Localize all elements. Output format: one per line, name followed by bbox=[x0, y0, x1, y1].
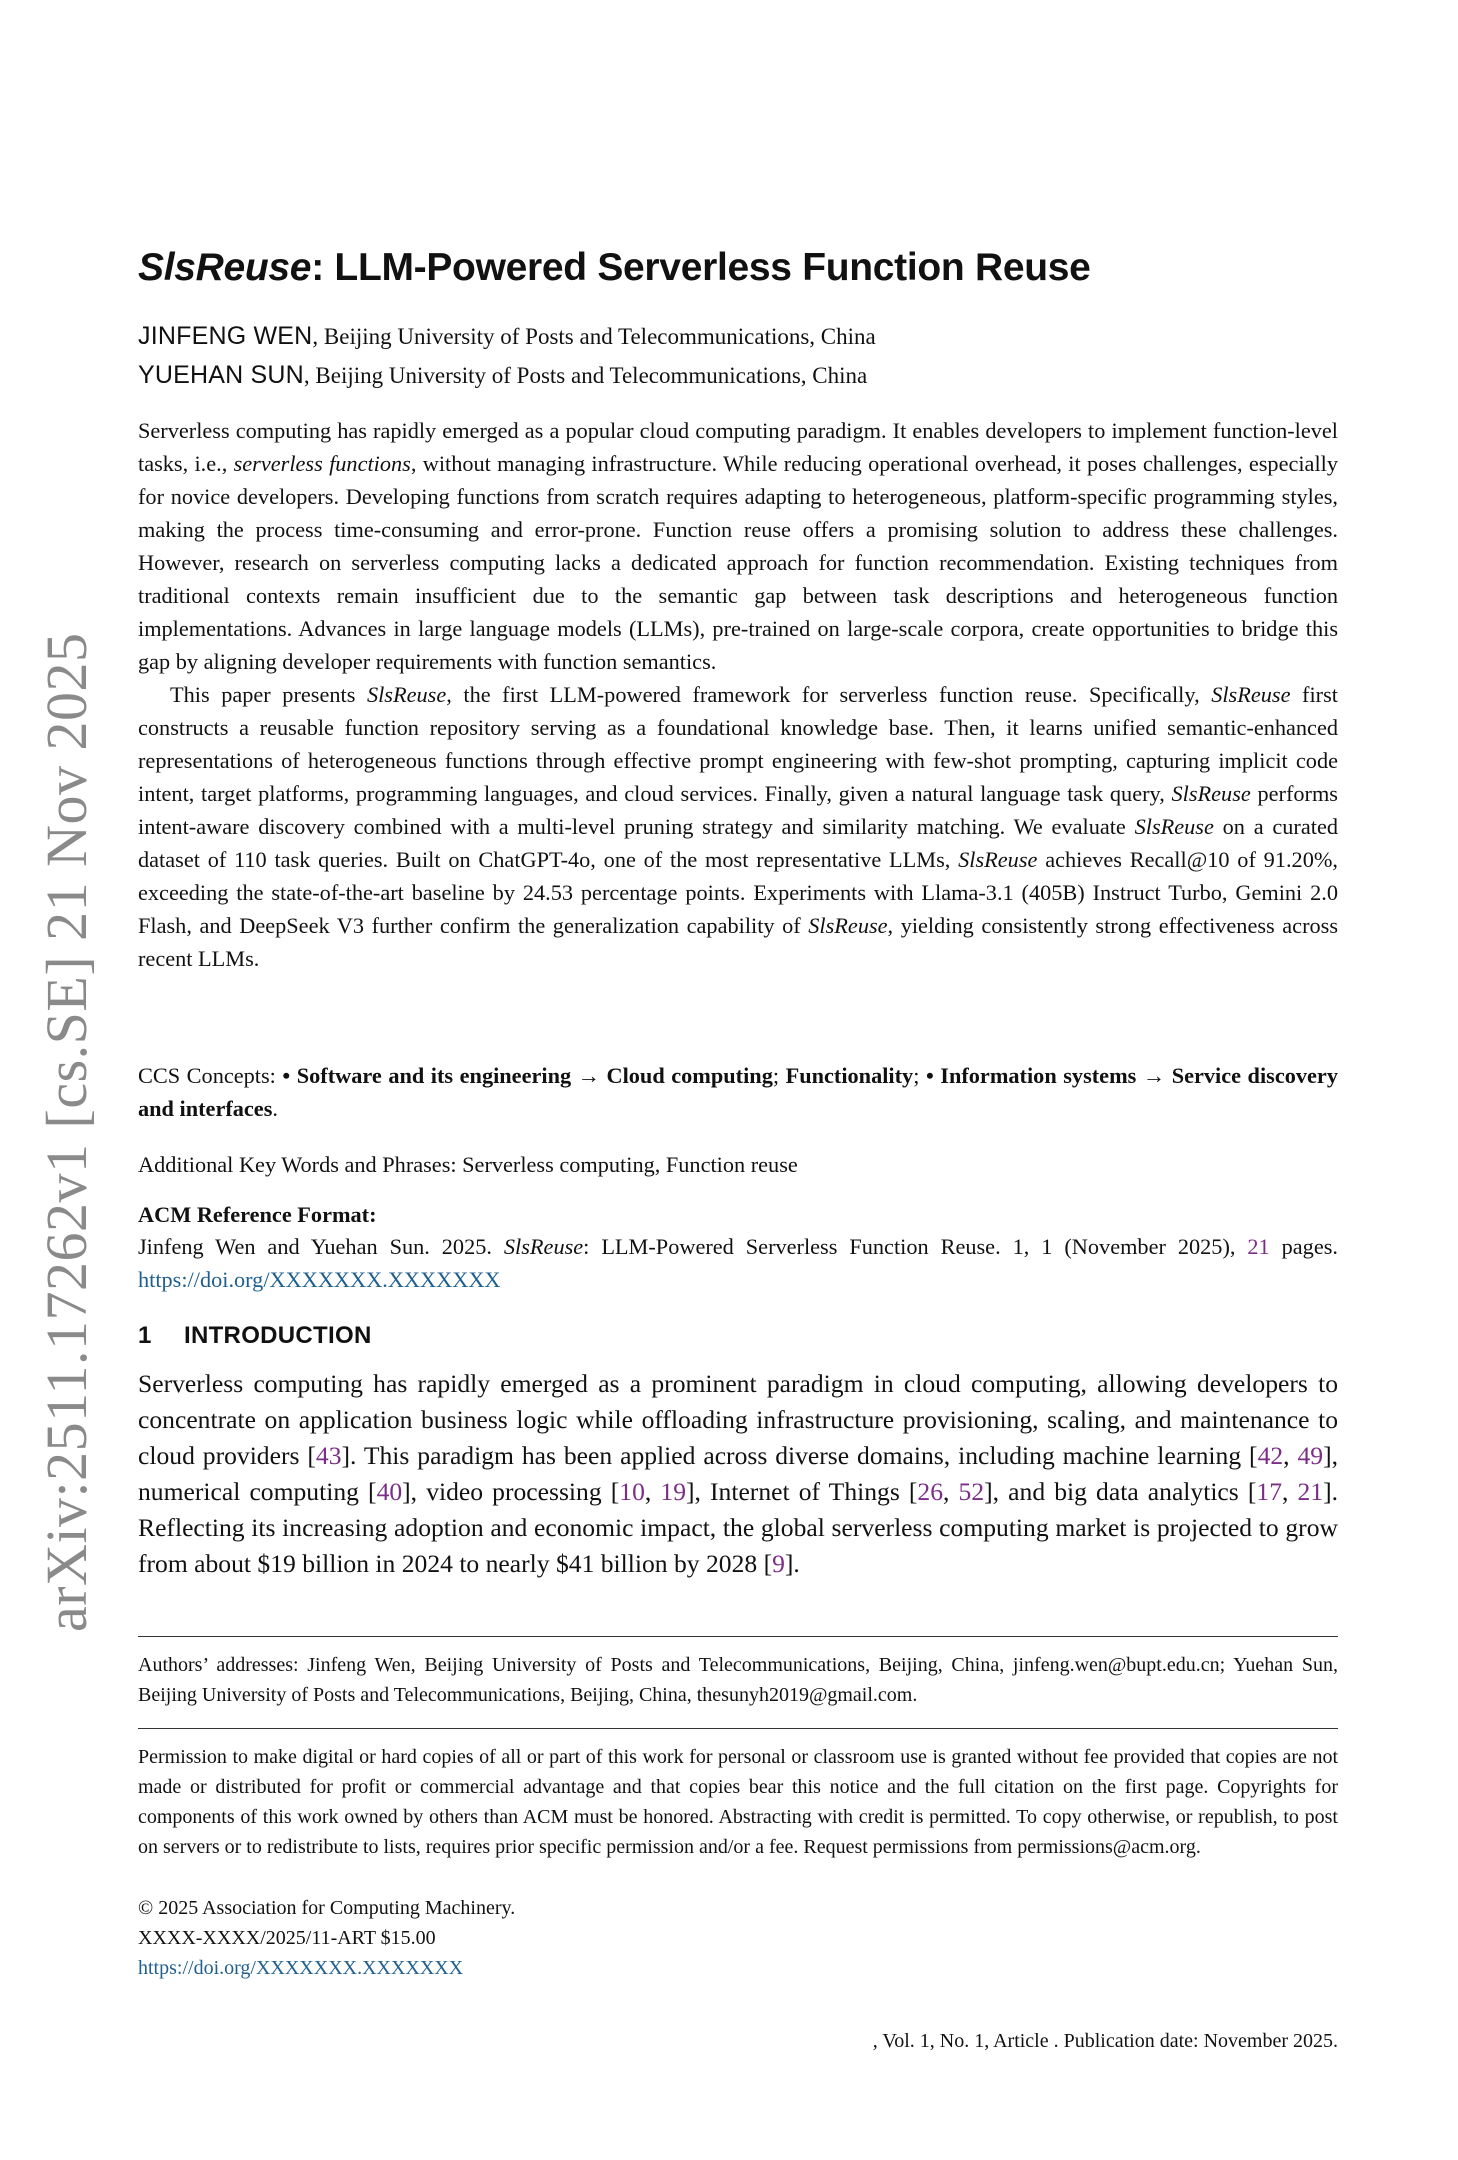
system-name: SlsReuse bbox=[1211, 682, 1291, 707]
footnote-divider bbox=[138, 1636, 1338, 1637]
text: ], and big data analytics [ bbox=[984, 1477, 1257, 1506]
citation-link[interactable]: 43 bbox=[315, 1441, 342, 1470]
ccs-label: CCS Concepts: bbox=[138, 1063, 283, 1088]
text: achieves Recall@10 of 91.20%, exceeding the state-of-the-art baseline by 24.53 percentage points. Experiments with Llama-3.1 (405B) Instruct Turbo, Gemini 2.0 Flash, and DeepSeek V3 further confirm the generalization capability of bbox=[138, 847, 1338, 938]
text: , bbox=[943, 1477, 959, 1506]
text: ]. Reflecting its increasing adoption and economic impact, the global serverless computing market is projected to grow from about $19 billion in 2024 to nearly $41 billion by 2028 [ bbox=[138, 1477, 1339, 1578]
text: ], numerical computing [ bbox=[138, 1441, 1338, 1506]
authors-addresses: Authors’ addresses: Jinfeng Wen, Beijing University of Posts and Telecommunications, Beijing, China, jinfeng.wen@bupt.edu.cn; Yuehan Sun, Beijing University of Posts and Telecommunications, Beijing, China, thesunyh2019@gmail.com. bbox=[138, 1654, 1338, 1706]
ccs-concept: Software and its engineering → Cloud computing bbox=[296, 1063, 773, 1088]
text: ]. bbox=[784, 1549, 800, 1578]
text: performs intent-aware discovery combined with a multi-level pruning strategy and similarity matching. We evaluate bbox=[138, 781, 1338, 839]
citation-link[interactable]: 52 bbox=[958, 1477, 985, 1506]
separator: ; bbox=[772, 1063, 786, 1088]
text: first constructs a reusable function repository serving as a foundational knowledge base. Then, it learns unified semantic-enhanced representations of heterogeneous functions through effective prompt engineering with few-shot prompting, capturing implicit code intent, target platforms, programming languages, and cloud services. Finally, given a natural language task query, bbox=[138, 682, 1338, 806]
ccs-concept: Information systems → Service discovery and interfaces bbox=[138, 1063, 1338, 1121]
paper-title bbox=[138, 246, 1091, 290]
acm-reference-heading: ACM Reference Format: bbox=[138, 1202, 377, 1227]
citation-link[interactable]: 17 bbox=[1256, 1477, 1282, 1506]
section-number: 1 bbox=[138, 1322, 152, 1349]
copyright-notice: © 2025 Association for Computing Machinery. bbox=[138, 1897, 516, 1919]
text: , yielding consistently strong effectiveness across recent LLMs. bbox=[138, 913, 1338, 971]
citation-link[interactable]: 19 bbox=[660, 1477, 686, 1506]
emphasis: serverless functions bbox=[233, 451, 411, 476]
arxiv-identifier-stamp: arXiv:2511.17262v1 [cs.SE] 21 Nov 2025 bbox=[34, 632, 99, 1632]
text: , the first LLM-powered framework for serverless function reuse. Specifically, bbox=[446, 682, 1212, 707]
citation-link[interactable]: 49 bbox=[1297, 1441, 1324, 1470]
text: Serverless computing has rapidly emerged as a popular cloud computing paradigm. It enables developers to implement function-level tasks, i.e., bbox=[138, 418, 1338, 476]
text: pages. bbox=[1269, 1234, 1338, 1259]
system-name: SlsReuse bbox=[1134, 814, 1214, 839]
text: Serverless computing has rapidly emerged as a prominent paradigm in cloud computing, allowing developers to concentrate on application business logic while offloading infrastructure provisioning, scaling, and maintenance to cloud providers [ bbox=[138, 1369, 1338, 1470]
system-name: SlsReuse bbox=[503, 1234, 584, 1259]
text: This paper presents bbox=[170, 682, 367, 707]
footnote-doi-link[interactable]: https://doi.org/XXXXXXX.XXXXXXX bbox=[138, 1957, 464, 1979]
page-count-link[interactable]: 21 bbox=[1247, 1234, 1270, 1259]
acm-reference bbox=[138, 1230, 1338, 1296]
citation-link[interactable]: 26 bbox=[917, 1477, 944, 1506]
author-line bbox=[138, 322, 876, 351]
isbn-price: XXXX-XXXX/2025/11-ART $15.00 bbox=[138, 1927, 436, 1949]
text: ]. This paradigm has been applied across diverse domains, including machine learning [ bbox=[341, 1441, 1258, 1470]
introduction-paragraph bbox=[138, 1366, 1338, 1582]
text: ], Internet of Things [ bbox=[685, 1477, 918, 1506]
permission-notice: Permission to make digital or hard copies of all or part of this work for personal or classroom use is granted without fee provided that copies are not made or distributed for profit or commercial advantage and that copies bear this notice and the full citation on the first page. Copyrights for components of this work owned by others than ACM must be honored. Abstracting with credit is permitted. To copy otherwise, or republish, to post on servers or to redistribute to lists, requires prior specific permission and/or a fee. Request permissions from permissions@acm.org. bbox=[138, 1746, 1338, 1858]
text: , bbox=[644, 1477, 661, 1506]
text: Jinfeng Wen and Yuehan Sun. 2025. bbox=[138, 1234, 504, 1259]
system-name: SlsReuse bbox=[808, 913, 888, 938]
citation-link[interactable]: 42 bbox=[1257, 1441, 1284, 1470]
separator: ; bbox=[913, 1063, 926, 1088]
system-name: SlsReuse bbox=[1171, 781, 1251, 806]
title-system-name: SlsReuse bbox=[138, 246, 312, 289]
section-heading-introduction bbox=[138, 1322, 372, 1350]
ccs-concepts bbox=[138, 1059, 1338, 1125]
citation-link[interactable]: 10 bbox=[619, 1477, 645, 1506]
text: , bbox=[1282, 1477, 1298, 1506]
section-title: INTRODUCTION bbox=[184, 1322, 372, 1349]
author-name: YUEHAN SUN bbox=[138, 361, 304, 389]
text: ], video processing [ bbox=[402, 1477, 620, 1506]
ccs-concept: Functionality bbox=[785, 1063, 914, 1088]
abstract-paragraph bbox=[138, 414, 1338, 678]
bullet: • bbox=[925, 1063, 941, 1088]
abstract-paragraph bbox=[138, 678, 1338, 975]
system-name: SlsReuse bbox=[958, 847, 1038, 872]
text: , without managing infrastructure. While reducing operational overhead, it poses challenges, especially for novice developers. Developing functions from scratch requires adapting to heterogeneous, platform-specific programming styles, making the process time-consuming and error-prone. Function reuse offers a promising solution to address these challenges. However, research on serverless computing lacks a dedicated approach for function recommendation. Existing techniques from traditional contexts remain insufficient due to the semantic gap between task descriptions and heterogeneous function implementations. Advances in large language models (LLMs), pre-trained on large-scale corpora, create opportunities to bridge this gap by aligning developer requirements with function semantics. bbox=[138, 451, 1338, 674]
footnote-divider bbox=[138, 1728, 1338, 1729]
citation-link[interactable]: 40 bbox=[376, 1477, 403, 1506]
text: on a curated dataset of 110 task queries. Built on ChatGPT-4o, one of the most representative LLMs, bbox=[138, 814, 1338, 872]
bullet: • bbox=[282, 1063, 297, 1088]
citation-link[interactable]: 21 bbox=[1297, 1477, 1324, 1506]
citation-link[interactable]: 9 bbox=[772, 1549, 785, 1578]
author-name: JINFENG WEN bbox=[138, 322, 313, 350]
author-line bbox=[138, 361, 867, 390]
page-footer: , Vol. 1, No. 1, Article . Publication date: November 2025. bbox=[872, 2030, 1338, 2052]
doi-link[interactable]: https://doi.org/XXXXXXX.XXXXXXX bbox=[138, 1267, 501, 1292]
title-rest: : LLM-Powered Serverless Function Reuse bbox=[311, 246, 1091, 289]
author-affiliation: , Beijing University of Posts and Telecommunications, China bbox=[312, 324, 876, 349]
author-affiliation: , Beijing University of Posts and Telecommunications, China bbox=[303, 363, 868, 388]
abstract bbox=[138, 414, 1338, 975]
system-name: SlsReuse bbox=[366, 682, 447, 707]
keywords: Additional Key Words and Phrases: Serverless computing, Function reuse bbox=[138, 1152, 798, 1177]
text: , bbox=[1283, 1441, 1298, 1470]
text: : LLM-Powered Serverless Function Reuse. 1, 1 (November 2025), bbox=[583, 1234, 1248, 1259]
text: . bbox=[272, 1096, 278, 1121]
